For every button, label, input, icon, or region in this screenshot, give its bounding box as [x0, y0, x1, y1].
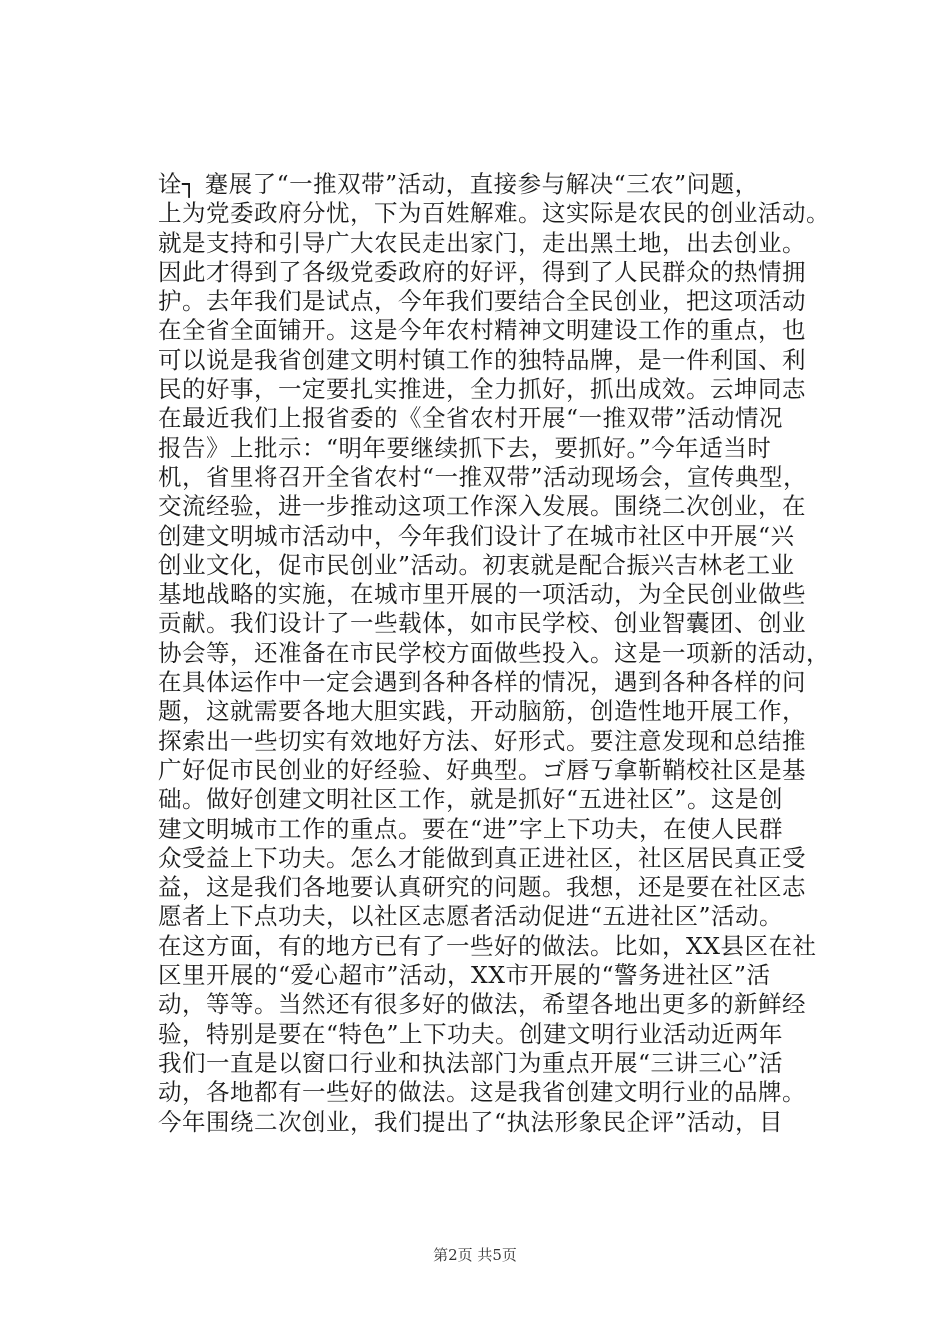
page-number: 第2页 共5页 — [433, 1246, 517, 1264]
text-line: 上为党委政府分忧，下为百姓解难。这实际是农民的创业活动。 — [158, 199, 830, 228]
text-line: 我们一直是以窗口行业和执法部门为重点开展“三讲三心”活 — [158, 1048, 784, 1077]
text-line: 民的好事，一定要扎实推进，全力抓好，抓出成效。云坤同志 — [158, 375, 806, 404]
text-line: 在最近我们上报省委的《全省农村开展“一推双带”活动情况 — [158, 404, 784, 433]
text-line: 在这方面，有的地方已有了一些好的做法。比如，XX县区在社 — [158, 931, 817, 960]
text-line: 区里开展的“爱心超市”活动，XX市开展的“警务进社区”活 — [158, 961, 771, 990]
text-line: 验，特别是要在“特色”上下功夫。创建文明行业活动近两年 — [158, 1019, 784, 1048]
text-line: 交流经验，进一步推动这项工作深入发展。围绕二次创业，在 — [158, 492, 806, 521]
text-line: 可以说是我省创建文明村镇工作的独特品牌，是一件利国、利 — [158, 345, 806, 374]
text-line: 在全省全面铺开。这是今年农村精神文明建设工作的重点，也 — [158, 316, 806, 345]
text-line: 基地战略的实施，在城市里开展的一项活动，为全民创业做些 — [158, 580, 806, 609]
text-line: 广好促市民创业的好经验、好典型。ゴ唇丂拿靳鞘校社区是基 — [158, 755, 806, 784]
text-line: 题，这就需要各地大胆实践，开动脑筋，创造性地开展工作， — [158, 697, 806, 726]
text-line: 贡献。我们设计了一些载体，如市民学校、创业智囊团、创业 — [158, 609, 806, 638]
text-line: 创业文化，促市民创业”活动。初衷就是配合振兴吉林老工业 — [158, 550, 795, 579]
text-line: 愿者上下点功夫，以社区志愿者活动促进“五进社区”活动。 — [158, 902, 784, 931]
text-line: 动，等等。当然还有很多好的做法，希望各地出更多的新鲜经 — [158, 990, 806, 1019]
text-line: 众受益上下功夫。怎么才能做到真正进社区，社区居民真正受 — [158, 843, 806, 872]
text-line: 机，省里将召开全省农村“一推双带”活动现场会，宣传典型， — [158, 462, 808, 491]
text-line: 创建文明城市活动中，今年我们设计了在城市社区中开展“兴 — [158, 521, 795, 550]
text-line: 今年围绕二次创业，我们提出了“执法形象民企评”活动，目 — [158, 1107, 784, 1136]
text-line: 建文明城市工作的重点。要在“进”字上下功夫，在使人民群 — [158, 814, 784, 843]
text-line: 动，各地都有一些好的做法。这是我省创建文明行业的品牌。 — [158, 1078, 806, 1107]
text-line: 在具体运作中一定会遇到各种各样的情况，遇到各种各样的问 — [158, 668, 806, 697]
text-line: 诠┐ 蹇展了“一推双带”活动，直接参与解决“三农”问题， — [158, 170, 759, 198]
text-line: 就是支持和引导广大农民走出家门，走出黑土地，出去创业。 — [158, 228, 806, 257]
text-line: 础。做好创建文明社区工作，就是抓好“五进社区”。这是创 — [158, 785, 784, 814]
text-line: 探索出一些切实有效地好方法、好形式。要注意发现和总结推 — [158, 726, 806, 755]
text-line: 报告》上批示：“明年要继续抓下去，要抓好。”今年适当时 — [158, 433, 772, 462]
text-line: 益，这是我们各地要认真研究的问题。我想，还是要在社区志 — [158, 873, 806, 902]
text-line: 因此才得到了各级党委政府的好评，得到了人民群众的热情拥 — [158, 257, 806, 286]
body-text — [158, 170, 848, 1137]
text-line: 协会等，还准备在市民学校方面做些投入。这是一项新的活动， — [158, 638, 830, 667]
text-line: 护。去年我们是试点，今年我们要结合全民创业，把这项活动 — [158, 287, 806, 316]
